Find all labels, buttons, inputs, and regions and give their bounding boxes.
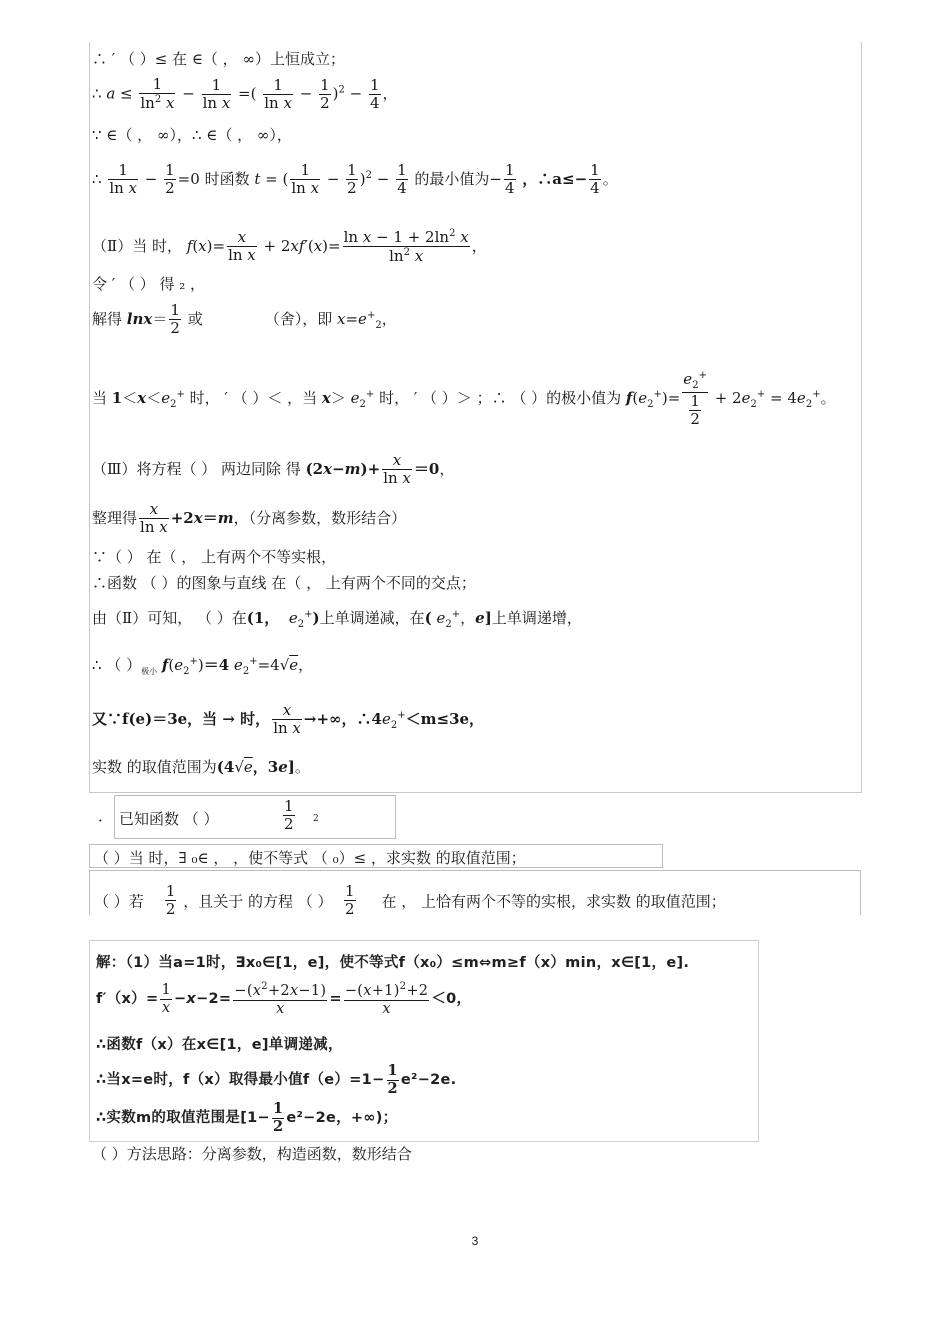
text-line: ∴函数 （ ）的图象与直线 在（ ， 上有两个不同的交点； <box>92 574 476 592</box>
part1-text: （ ）当 时，∃ ₀∈ ， ，使不等式 （ ₀）≤ ，求实数 的取值范围； <box>94 849 526 867</box>
text-fragment: （Ⅲ）将方程（ ） 两边同除 得 <box>92 459 301 478</box>
text-fragment: 当 <box>92 389 108 407</box>
inequality-line: ∴ a ≤ $\frac{1}{\ln^2 x}$ − $\frac{1}{\text{ln x}}$ =( $\frac{1}{\text{ln x}}$ − $\frac{1}{2}$ )$^2$ − $\frac{1}{4}$ ， <box>92 75 398 113</box>
text-fragment: 由（Ⅱ）可知， （ ）在 <box>92 609 247 627</box>
solution-line-5: ∴实数m的取值范围是[1− $\frac{1}{2}$ e²−2e，+∞)； <box>96 1100 398 1135</box>
square-mark: 2 <box>313 814 319 824</box>
text-fragment: （Ⅱ）当 时， <box>92 236 182 255</box>
part2-text: （ ）若 $\frac{1}{2}$ ，且关于 的方程 （ ） $\frac{1}{2}$ 在 ， 上恰有两个不等的实根，求实数 的取值范围； <box>94 882 726 919</box>
text-fragment: 时， ′ （ ）＜ ，当 <box>189 389 318 407</box>
solution-line-4: ∴当x=e时，f（x）取得最小值f（e）=1− $\frac{1}{2}$ e²−2e. <box>96 1062 457 1097</box>
text-fragment: 。 <box>294 758 310 776</box>
text-fragment: e²−2e. <box>400 1072 457 1089</box>
part2-derivative-line: （Ⅱ）当 时， f(x)= $\frac{x}{\text{ln x}}$ + 2xf′(x)= $\frac{\ln x - 1 + 2\ln^2 x}{\ln^2 x}$ ， <box>92 228 487 266</box>
range-line: 实数 的取值范围为(4√e，3e]。 <box>92 758 310 776</box>
solution-line-1: 解：（1）当a=1时，∃x₀∈[1，e]，使不等式f（x₀）≤m⇔m≥f（x）min，x∈[1，e]. <box>96 955 690 971</box>
subscript-label: 极小 <box>141 667 158 676</box>
text-fragment: 上单调递减，在 <box>319 609 425 627</box>
text-fragment: ，且关于 的方程 （ ） <box>183 892 333 911</box>
solution-image <box>89 940 759 1142</box>
frame-right <box>861 42 862 792</box>
frame-bottom <box>89 792 862 793</box>
limit-line: 又∵f(e)＝3e，当 → 时， $\frac{x}{\text{ln x}}$ →+∞，$\therefore 4e_2^+<m\le 3e$， <box>92 701 485 738</box>
text-fragment: 解得 <box>92 309 123 328</box>
text-fragment: 时， ′ （ ）＞ ；∴ （ ）的极小值为 <box>379 389 622 407</box>
rearrange-line: 整理得 $\frac{x}{\text{ln x}}$ +2x＝m，（分离参数，数形结合） <box>92 500 407 537</box>
text-fragment: （舍），即 <box>264 309 333 328</box>
text-fragment: 的最小值为− <box>414 169 502 188</box>
text-fragment: ∴实数m的取值范围是[1− <box>96 1110 270 1127</box>
method-line: （ ）方法思路：分离参数，构造函数，数形结合 <box>92 1145 412 1163</box>
text-fragment: 在 ， 上恰有两个不等的实根，求实数 的取值范围； <box>381 892 726 911</box>
part1-box <box>89 844 663 868</box>
text-fragment: →+∞，∴4 <box>303 709 382 728</box>
text-fragment: 时函数 <box>204 169 250 188</box>
text-fragment: （ ）若 <box>94 892 144 911</box>
problem-stem: 已知函数 （ ） <box>119 810 219 828</box>
text-line: ∵（ ） 在（ ， 上有两个不等实根， <box>92 548 337 566</box>
problem-stem-box <box>114 795 396 839</box>
extremum-line: 当 $1<x<e_2^+$ 时， ′ （ ）＜ ，当 $x> e_2^+$ 时， ′ （ ）＞ ；∴ （ ）的极小值为 $f(e_2^+)=$ $\frac{e_2^+}{\frac{1}{2}}$ + $2e_2^+ = 4e_2^+$。 <box>92 370 836 428</box>
text-fragment: ＜0， <box>431 991 472 1008</box>
text-fragment: ∴当x=e时，f（x）取得最小值f（e）=1− <box>96 1072 385 1089</box>
text-fragment: 或 <box>187 309 203 328</box>
solution-line-3: ∴函数f（x）在x∈[1，e]单调递减， <box>96 1037 343 1053</box>
text-fragment: ＜m≤3e， <box>405 709 485 728</box>
text-fragment: 实数 的取值范围为 <box>92 758 217 776</box>
text-fragment: f′（x）= <box>96 991 159 1008</box>
part2-box <box>89 870 861 919</box>
text-fragment: ，∴a≤− <box>522 169 588 188</box>
minimum-line: ∴ $\frac{1}{\text{ln x}}$ − $\frac{1}{2}$ =0 时函数 t = ( $\frac{1}{\text{ln x}}$ − $\frac{1}{2}$ )$^2$ − $\frac{1}{4}$ 的最小值为− $\frac{1}{4}$ ，∴a≤− $\frac{1}{4}$ 。 <box>92 161 618 198</box>
half-fraction: $\frac{1}{2}$ <box>284 797 294 834</box>
page-number: 3 <box>471 1234 479 1248</box>
text-fragment: ，（分离参数，数形结合） <box>233 508 407 527</box>
solution-line-2: f′（x）= $\frac{1}{x}$ −x−2= $\frac{-(x^2+2x-1)}{x}$ = $\frac{-(x+1)^2+2}{x}$ ＜0， <box>96 981 472 1017</box>
text-fragment: 整理得 <box>92 508 138 527</box>
solve-line: 解得 lnx＝ $\frac{1}{2}$ 或 （舍），即 $x=e^+_2$， <box>92 301 397 338</box>
part3-line: （Ⅲ）将方程（ ） 两边同除 得 (2x−m)+ $\frac{x}{\text{ln x}}$ ＝0， <box>92 451 455 488</box>
min-value-line: ∴ （ ）$_{极小}$ $f(e_2^+)=4$ $e_2^+=4√e$， <box>92 656 314 677</box>
text-fragment: e²−2e，+∞)； <box>286 1110 398 1127</box>
text-line: 令 ′ （ ） 得 ₂ ， <box>92 275 206 293</box>
text-line: ∵ ∈（ ， ∞），∴ ∈（ ， ∞）， <box>92 126 292 144</box>
frame-left <box>89 42 90 792</box>
text-fragment: 又∵f(e)＝3e，当 → 时， <box>92 709 271 728</box>
text-fragment: ∴ （ ） <box>92 656 142 674</box>
text-fragment: 上单调递增， <box>491 609 582 627</box>
text-line: ∴ ′ （ ）≤ 在 ∈（ ， ∞）上恒成立； <box>92 50 345 68</box>
monotonic-line: 由（Ⅱ）可知， （ ）在(1， $e_2^+$)上单调递减，在( $e_2^+$，e]上单调递增， <box>92 609 582 630</box>
problem-number: ． <box>98 807 114 825</box>
